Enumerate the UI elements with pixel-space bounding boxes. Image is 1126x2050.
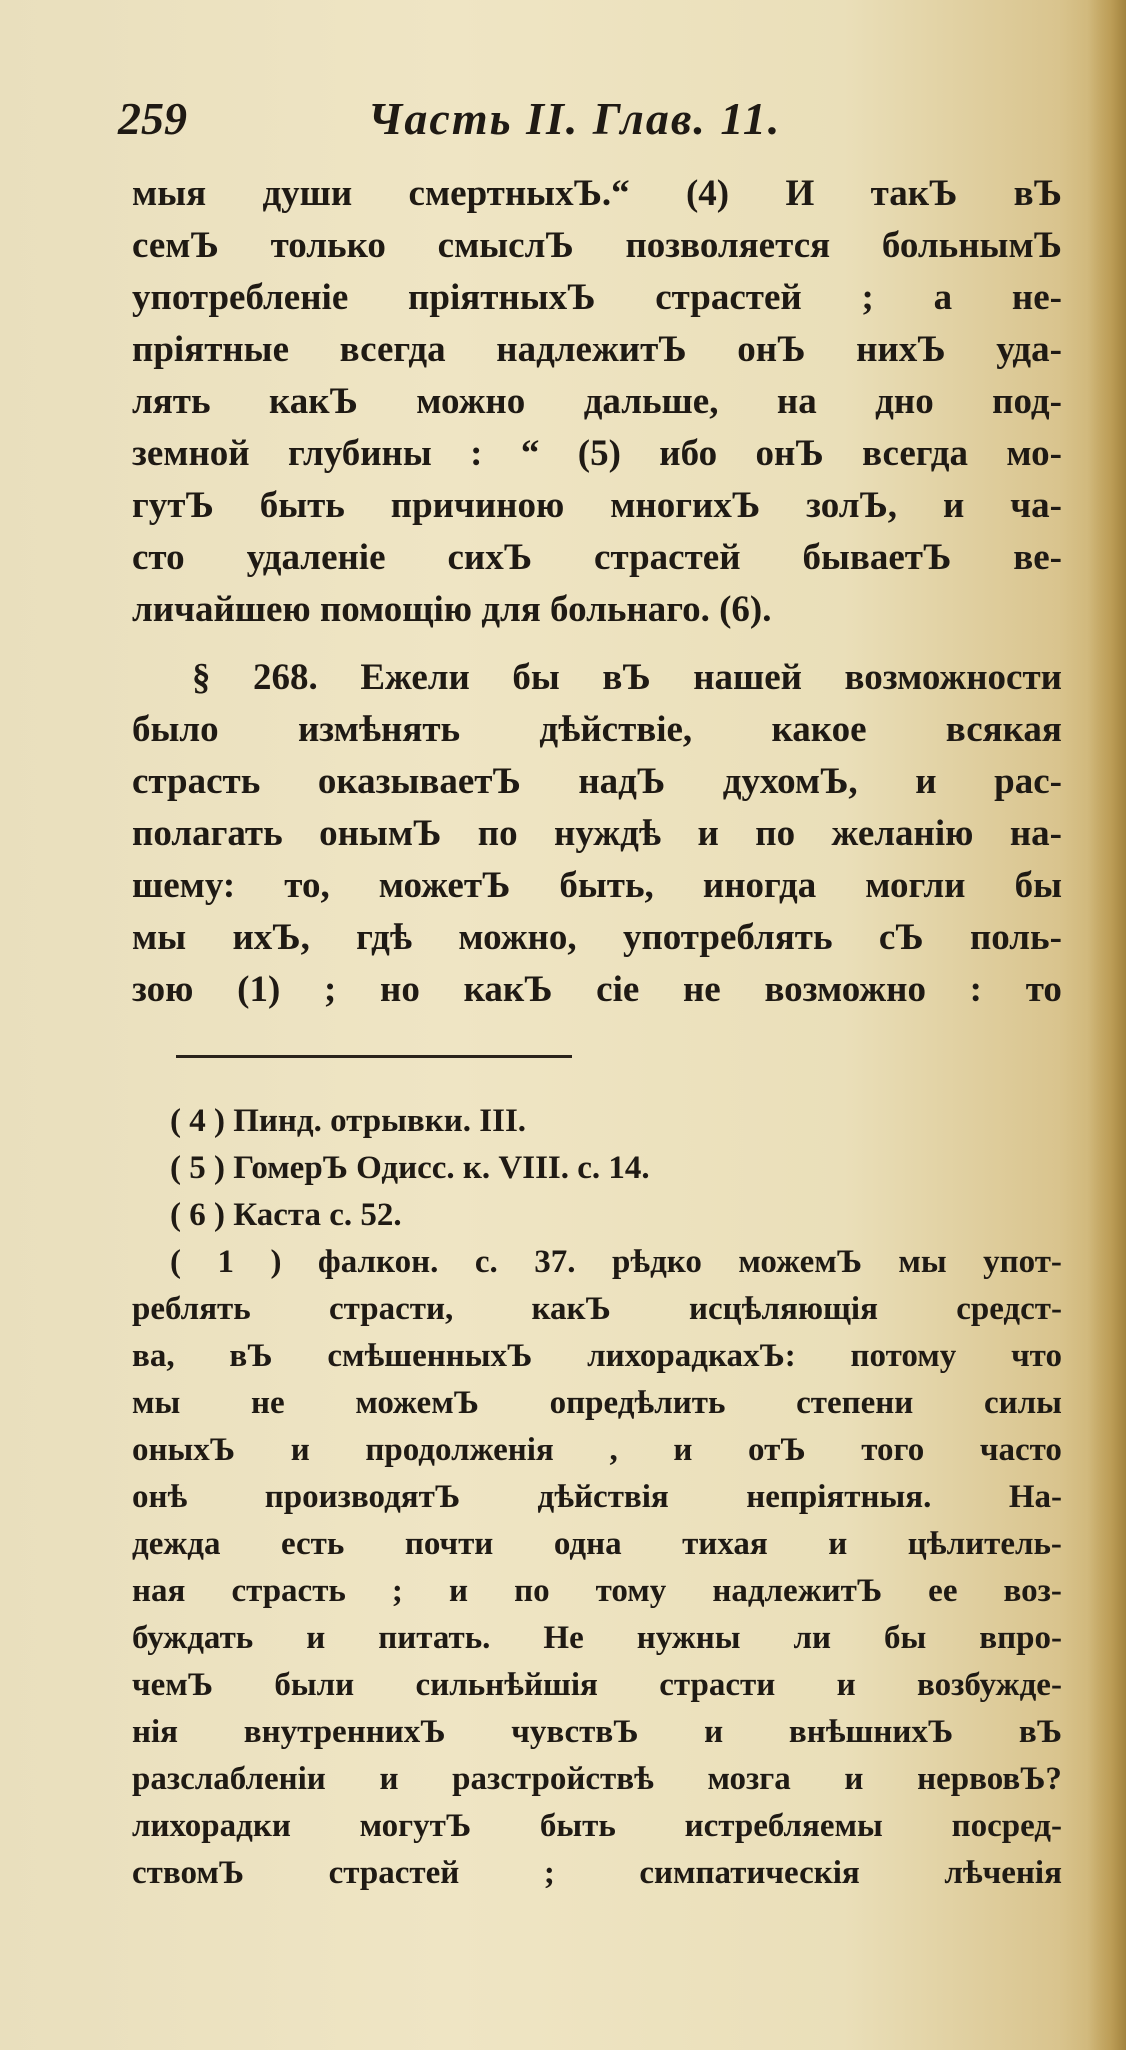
word: тому [595, 1573, 667, 1609]
text-line: личайшею помощію для больнаго. (6). [132, 589, 772, 630]
text-line [132, 808, 1062, 860]
word: питать. [378, 1620, 491, 1656]
word: можетЪ [378, 865, 511, 906]
word: быть [259, 485, 345, 526]
word: : [969, 969, 982, 1010]
word: но [380, 969, 420, 1010]
word: ихЪ, [232, 917, 310, 958]
word: страстей [594, 537, 741, 578]
running-head: Часть II. Глав. 11. [368, 93, 782, 144]
word: мыя [132, 173, 207, 214]
word: под- [992, 381, 1062, 422]
word: рас- [994, 761, 1062, 802]
word: быть, [559, 865, 654, 906]
word: не- [1011, 277, 1062, 318]
footnote-text-line [132, 1474, 1062, 1521]
word: употреблять [622, 917, 833, 958]
word: на [776, 381, 817, 422]
word: надЪ [578, 761, 666, 802]
word: чемЪ [132, 1667, 213, 1703]
word: сіе [596, 969, 640, 1010]
word: больнымЪ [881, 225, 1062, 266]
word: употребленіе [132, 277, 349, 318]
word: ве- [1013, 537, 1062, 578]
word: “ [520, 433, 540, 474]
footnote-rule [176, 1055, 572, 1058]
word: какое [771, 709, 867, 750]
footnote-text-line [132, 1333, 1062, 1380]
word: Не [543, 1620, 584, 1656]
word: онѣ [132, 1479, 188, 1515]
word: разслабленіи [132, 1761, 326, 1797]
word: цѣлитель- [907, 1526, 1062, 1562]
word: не [682, 969, 721, 1010]
text-line [132, 324, 1062, 376]
word: смѣшенныхЪ [327, 1338, 533, 1374]
word: то [1025, 969, 1062, 1010]
text-line [132, 704, 1062, 756]
word: многихЪ [610, 485, 761, 526]
text-line [132, 428, 1062, 480]
page-edge-shadow [1088, 0, 1126, 2050]
word: бы [1014, 865, 1062, 906]
word: страсть [231, 1573, 346, 1609]
word: ) [270, 1244, 282, 1280]
word: сто [132, 537, 185, 578]
word: На- [1008, 1479, 1062, 1515]
word: страсть [132, 761, 261, 802]
word: сЪ [878, 917, 924, 958]
text-line [132, 860, 1062, 912]
word: и [942, 485, 965, 526]
footnote: ( 6 ) Каста с. 52. [170, 1197, 402, 1233]
word: ; [324, 969, 337, 1010]
word: шему: [132, 865, 236, 906]
word: бы [884, 1620, 927, 1656]
word: нуждѣ [554, 813, 662, 854]
page-header [118, 92, 978, 152]
word: и [704, 1714, 724, 1750]
word: пріятные [132, 329, 289, 370]
word: : [470, 433, 483, 474]
word: , [609, 1432, 618, 1468]
word: оказываетЪ [317, 761, 521, 802]
word: по [755, 813, 796, 854]
word: поль- [969, 917, 1062, 958]
word: быть [539, 1808, 616, 1844]
word: (5) [577, 433, 621, 474]
word: реблять [132, 1291, 251, 1327]
word: истребляемы [684, 1808, 883, 1844]
word: уда- [996, 329, 1062, 370]
word: одна [553, 1526, 622, 1562]
word: внѣшнихЪ [788, 1714, 954, 1750]
footnotes [132, 1098, 1062, 1897]
word: зою [132, 969, 194, 1010]
word: возможности [844, 657, 1062, 698]
word: надлежитЪ [496, 329, 687, 370]
word: могли [865, 865, 966, 906]
word: удаленіе [246, 537, 386, 578]
word: можемЪ [738, 1244, 862, 1280]
word: семЪ [132, 225, 219, 266]
word: лихорадки [132, 1808, 291, 1844]
word: ли [793, 1620, 832, 1656]
word: гутЪ [132, 485, 214, 526]
main-text [132, 168, 1062, 1016]
word: вЪ [1018, 1714, 1062, 1750]
word: вЪ [1013, 173, 1062, 214]
word: сильнѣйшія [415, 1667, 598, 1703]
footnote-text-line [132, 1568, 1062, 1615]
word: всегда [862, 433, 968, 474]
footnote-text-line [132, 1615, 1062, 1662]
text-line [132, 480, 1062, 532]
word: было [132, 709, 219, 750]
footnote-text-line [132, 1286, 1062, 1333]
text-line [132, 912, 1062, 964]
word: мы [132, 917, 187, 958]
word: дальше, [583, 381, 719, 422]
word: мы [898, 1244, 947, 1280]
word: на- [1009, 813, 1062, 854]
word: степени [796, 1385, 914, 1421]
footnote-text-line [132, 1756, 1062, 1803]
word: потому [850, 1338, 957, 1374]
word: глубины [288, 433, 432, 474]
text-line [132, 532, 1062, 584]
word: всякая [945, 709, 1062, 750]
footnote-text-line [132, 1662, 1062, 1709]
word: духомЪ, [722, 761, 858, 802]
word: нія [132, 1714, 179, 1750]
word: онЪ [737, 329, 806, 370]
word: и [673, 1432, 693, 1468]
word: ствомЪ [132, 1855, 245, 1891]
word: и [915, 761, 937, 802]
word: ; [391, 1573, 403, 1609]
text-line [132, 168, 1062, 220]
word: лихорадкахЪ: [587, 1338, 796, 1374]
word: позволяется [625, 225, 831, 266]
word: дно [875, 381, 934, 422]
word: страстей [328, 1855, 460, 1891]
word: золЪ, [806, 485, 898, 526]
word: можемЪ [355, 1385, 479, 1421]
word: и [697, 813, 719, 854]
word: И [785, 173, 815, 214]
footnote: ( 5 ) ГомерЪ Одисс. к. VIII. с. 14. [170, 1150, 650, 1186]
word: страсти, [328, 1291, 454, 1327]
word: и [448, 1573, 468, 1609]
word: измѣнять [297, 709, 461, 750]
word: то, [284, 865, 330, 906]
word: всегда [339, 329, 446, 370]
word: нервовЪ? [917, 1761, 1062, 1797]
word: не [250, 1385, 285, 1421]
word: отЪ [748, 1432, 806, 1468]
word: возможно [764, 969, 926, 1010]
word: что [1011, 1338, 1062, 1374]
word: (4) [685, 173, 730, 214]
word: бы [512, 657, 560, 698]
text-line [132, 756, 1062, 808]
word: можно [416, 381, 526, 422]
word: ибо [659, 433, 718, 474]
word: можно, [458, 917, 577, 958]
word: и [306, 1620, 326, 1656]
word: рѣдко [611, 1244, 702, 1280]
word: 1 [217, 1244, 234, 1280]
word: ча- [1010, 485, 1062, 526]
word: ее [928, 1573, 958, 1609]
word: дѣйствіе, [539, 709, 693, 750]
word: и [290, 1432, 310, 1468]
footnote-text-line [132, 1803, 1062, 1850]
word: ( [170, 1244, 181, 1280]
word: симпатическія [639, 1855, 860, 1891]
word: только [270, 225, 386, 266]
word: какЪ [463, 969, 553, 1010]
word: гдѣ [356, 917, 413, 958]
word: и [828, 1526, 848, 1562]
word: какЪ [268, 381, 358, 422]
word: онымЪ [319, 813, 442, 854]
word: того [861, 1432, 925, 1468]
word: пріятныхЪ [408, 277, 596, 318]
footnote-text-line [132, 1521, 1062, 1568]
word: такЪ [870, 173, 958, 214]
word: тихая [682, 1526, 768, 1562]
word: впро- [979, 1620, 1062, 1656]
word: ная [132, 1573, 186, 1609]
word: оныхЪ [132, 1432, 236, 1468]
word: полагать [132, 813, 283, 854]
word: фалкон. [317, 1244, 439, 1280]
word: и [379, 1761, 399, 1797]
word: а [933, 277, 953, 318]
text-line [132, 272, 1062, 324]
word: посред- [951, 1808, 1062, 1844]
word: непріятныя. [746, 1479, 932, 1515]
word: страстей [655, 277, 802, 318]
word: возбужде- [917, 1667, 1062, 1703]
word: нихЪ [856, 329, 946, 370]
word: 37. [534, 1244, 576, 1280]
word: ; [543, 1855, 555, 1891]
word: есть [280, 1526, 345, 1562]
word: по [514, 1573, 550, 1609]
footnote-text-line [132, 1709, 1062, 1756]
word: страсти [659, 1667, 776, 1703]
word: могутЪ [359, 1808, 472, 1844]
word: буждать [132, 1620, 254, 1656]
word: нужны [636, 1620, 741, 1656]
word: Ежели [360, 657, 470, 698]
word: по [477, 813, 518, 854]
word: желанію [831, 813, 974, 854]
word: и [836, 1667, 856, 1703]
word: чувствЪ [511, 1714, 639, 1750]
word: смыслЪ [437, 225, 574, 266]
word: с. [474, 1244, 498, 1280]
word: дѣйствія [537, 1479, 669, 1515]
word: лять [132, 381, 211, 422]
word: иногда [702, 865, 817, 906]
word: были [274, 1667, 355, 1703]
word: и [844, 1761, 864, 1797]
word: вЪ [602, 657, 651, 698]
word: земной [132, 433, 250, 474]
word: продолженія [365, 1432, 554, 1468]
word: часто [979, 1432, 1062, 1468]
word: лѣченія [944, 1855, 1062, 1891]
word: вЪ [229, 1338, 273, 1374]
word: мо- [1006, 433, 1062, 474]
text-line [132, 220, 1062, 272]
word: смертныхЪ.“ [408, 173, 630, 214]
word: какЪ [531, 1291, 611, 1327]
text-line [132, 964, 1062, 1016]
word: причиною [390, 485, 565, 526]
footnote-text-line [132, 1239, 1062, 1286]
footnote-text-line [132, 1380, 1062, 1427]
word: средст- [956, 1291, 1062, 1327]
word: производятЪ [264, 1479, 461, 1515]
word: мозга [707, 1761, 791, 1797]
word: опредѣлить [549, 1385, 726, 1421]
word: мы [132, 1385, 181, 1421]
word: воз- [1003, 1573, 1062, 1609]
word: § [192, 657, 211, 698]
word: внутреннихЪ [243, 1714, 446, 1750]
word: ; [861, 277, 874, 318]
footnote-text-line [132, 1850, 1062, 1897]
word: дежда [132, 1526, 221, 1562]
word: онЪ [755, 433, 824, 474]
word: исцѣляющія [688, 1291, 878, 1327]
word: надлежитЪ [712, 1573, 883, 1609]
text-line [132, 376, 1062, 428]
paragraph-start-line [132, 652, 1062, 704]
word: почти [404, 1526, 494, 1562]
word: силы [984, 1385, 1062, 1421]
word: упот- [983, 1244, 1062, 1280]
word: души [262, 173, 353, 214]
word: сихЪ [447, 537, 533, 578]
word: нашей [693, 657, 802, 698]
footnote: ( 4 ) Пинд. отрывки. III. [170, 1103, 527, 1139]
word: ва, [132, 1338, 175, 1374]
word: бываетЪ [802, 537, 952, 578]
word: 268. [253, 657, 318, 698]
page-number: 259 [118, 93, 187, 144]
word: разстройствѣ [452, 1761, 654, 1797]
footnote-text-line [132, 1427, 1062, 1474]
word: (1) [237, 969, 281, 1010]
